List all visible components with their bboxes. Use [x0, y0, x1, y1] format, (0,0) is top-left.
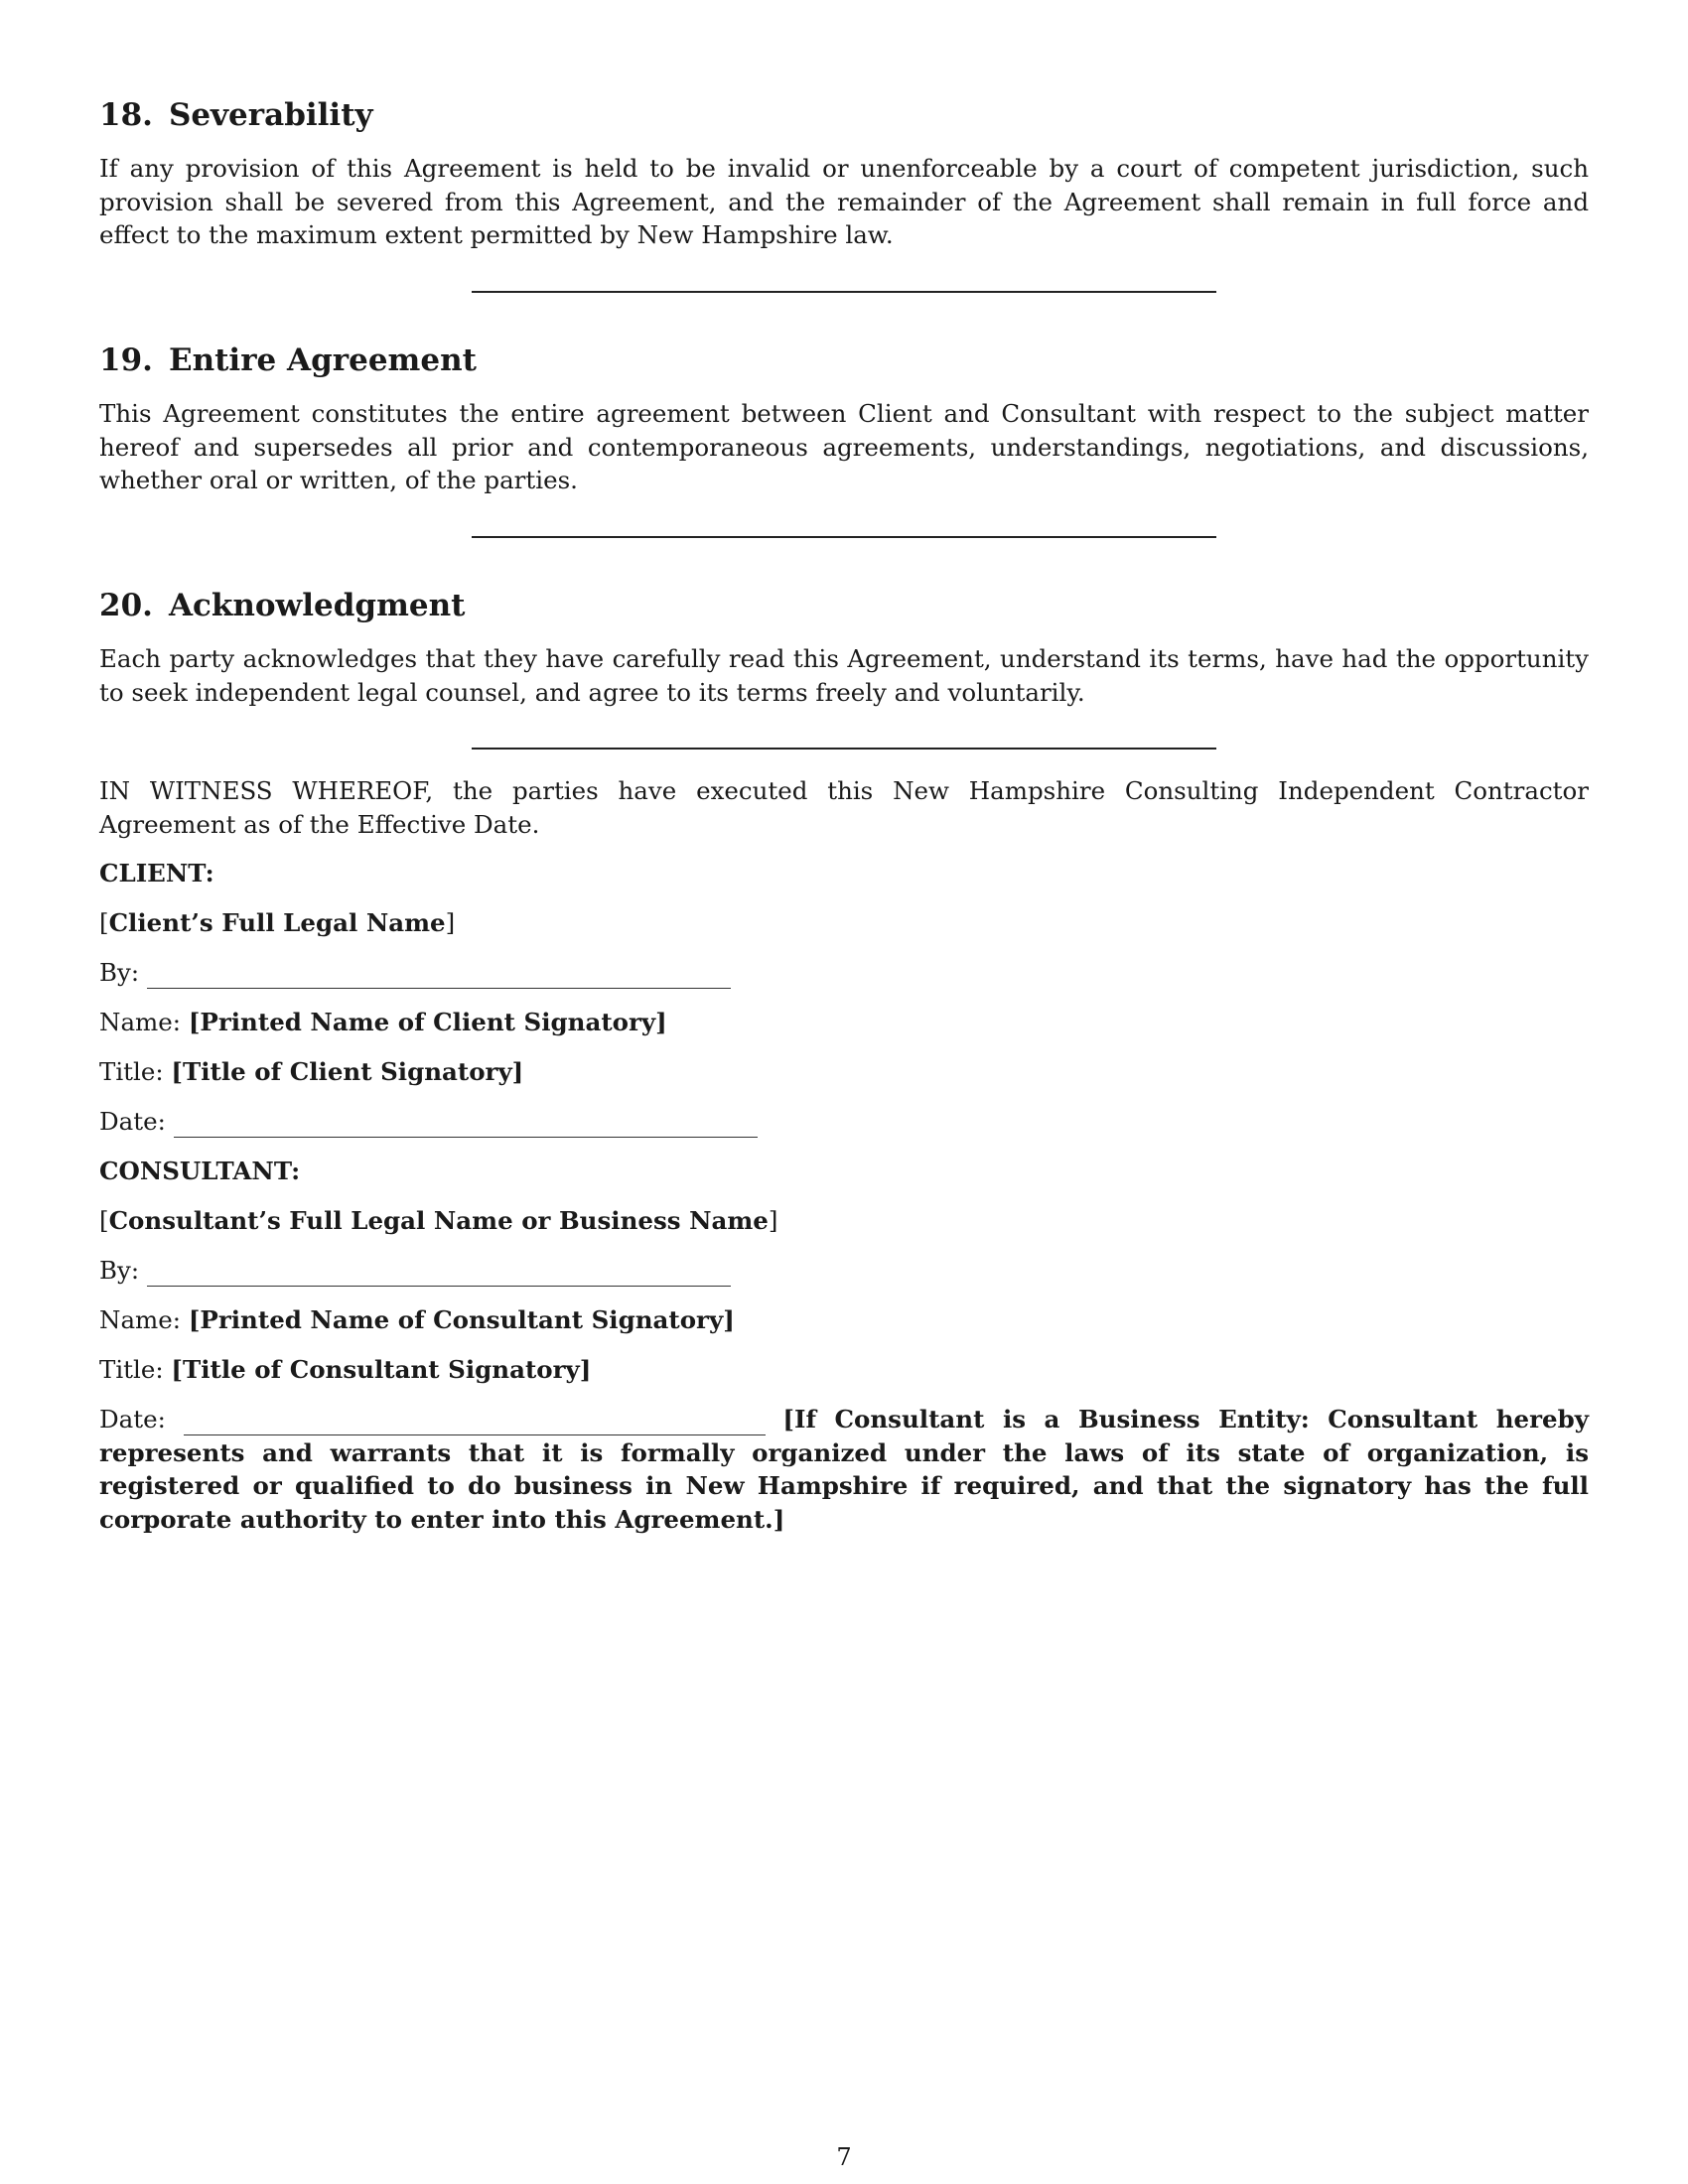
client-legal-name-text: Client’s Full Legal Name: [108, 908, 446, 937]
consultant-date-line[interactable]: [184, 1433, 766, 1435]
client-legal-name: [Client’s Full Legal Name]: [99, 908, 456, 937]
consultant-date-label: Date:: [99, 1405, 166, 1433]
section-divider: [472, 748, 1216, 750]
section-title: Acknowledgment: [168, 588, 466, 623]
consultant-legal-name-text: Consultant’s Full Legal Name or Business Name: [108, 1206, 769, 1235]
consultant-name-label: Name:: [99, 1305, 182, 1334]
client-heading: CLIENT:: [99, 859, 214, 887]
section-body-entire-agreement: This Agreement constitutes the entire agreement between Client and Consultant with respect to the subject matter hereof and supersedes all prior and contemporaneous agreements, understandings, negotiations, and discussions, whether oral or written, of the parties.: [99, 399, 1589, 494]
section-body-acknowledgment: Each party acknowledges that they have carefully read this Agreement, understand its terms, have had the opportunity to seek independent legal counsel, and agree to its terms freely and voluntarily.: [99, 644, 1589, 707]
section-heading-acknowledgment: [99, 586, 465, 625]
client-name-label: Name:: [99, 1008, 182, 1036]
client-date-label: Date:: [99, 1107, 166, 1136]
consultant-title-label: Title:: [99, 1355, 164, 1384]
document-page: [99, 0, 1589, 2184]
client-name-value: [Printed Name of Client Signatory]: [188, 1008, 667, 1036]
section-heading-severability: [99, 95, 373, 135]
client-signature-line[interactable]: [147, 987, 731, 989]
consultant-title-value: [Title of Consultant Signatory]: [171, 1355, 592, 1384]
section-divider: [472, 291, 1216, 293]
client-by-label: By:: [99, 958, 140, 987]
section-number: 19.: [99, 342, 153, 378]
consultant-entity-note: [If Consultant is a Business Entity: Consultant hereby represents and warrants that it is formally organized under the laws of its state of organization, is registered or qualified to do business in New Hampshire if required, and that the signatory has the full corporate authority to enter into this Agreement.]: [99, 1405, 1589, 1534]
client-date-row: [99, 1105, 758, 1139]
client-by-row: [99, 956, 731, 990]
consultant-by-row: [99, 1254, 731, 1288]
client-title-row: [99, 1055, 523, 1089]
client-date-line[interactable]: [174, 1136, 758, 1138]
section-body-severability: If any provision of this Agreement is held to be invalid or unenforceable by a court of competent jurisdiction, such provision shall be severed from this Agreement, and the remainder of the Agreement shall remain in full force and effect to the maximum extent permitted by New Hampshire law.: [99, 154, 1589, 249]
section-divider: [472, 536, 1216, 538]
consultant-signature-line[interactable]: [147, 1285, 731, 1287]
consultant-by-label: By:: [99, 1256, 140, 1285]
consultant-date-and-note: [99, 1403, 1589, 1536]
section-heading-entire-agreement: [99, 341, 477, 380]
client-title-value: [Title of Client Signatory]: [171, 1057, 524, 1086]
page-number: 7: [836, 2143, 852, 2171]
client-title-label: Title:: [99, 1057, 164, 1086]
consultant-title-row: [99, 1353, 591, 1387]
section-title: Severability: [168, 97, 373, 133]
client-name-row: [99, 1006, 667, 1039]
witness-statement: IN WITNESS WHEREOF, the parties have executed this New Hampshire Consulting Independent Contractor Agreement as of the Effective Date.: [99, 776, 1589, 839]
section-number: 18.: [99, 97, 153, 133]
consultant-legal-name: [Consultant’s Full Legal Name or Business Name]: [99, 1206, 778, 1235]
consultant-name-value: [Printed Name of Consultant Signatory]: [188, 1305, 735, 1334]
consultant-name-row: [99, 1303, 735, 1337]
section-title: Entire Agreement: [168, 342, 477, 378]
consultant-heading: CONSULTANT:: [99, 1157, 301, 1185]
section-number: 20.: [99, 588, 153, 623]
